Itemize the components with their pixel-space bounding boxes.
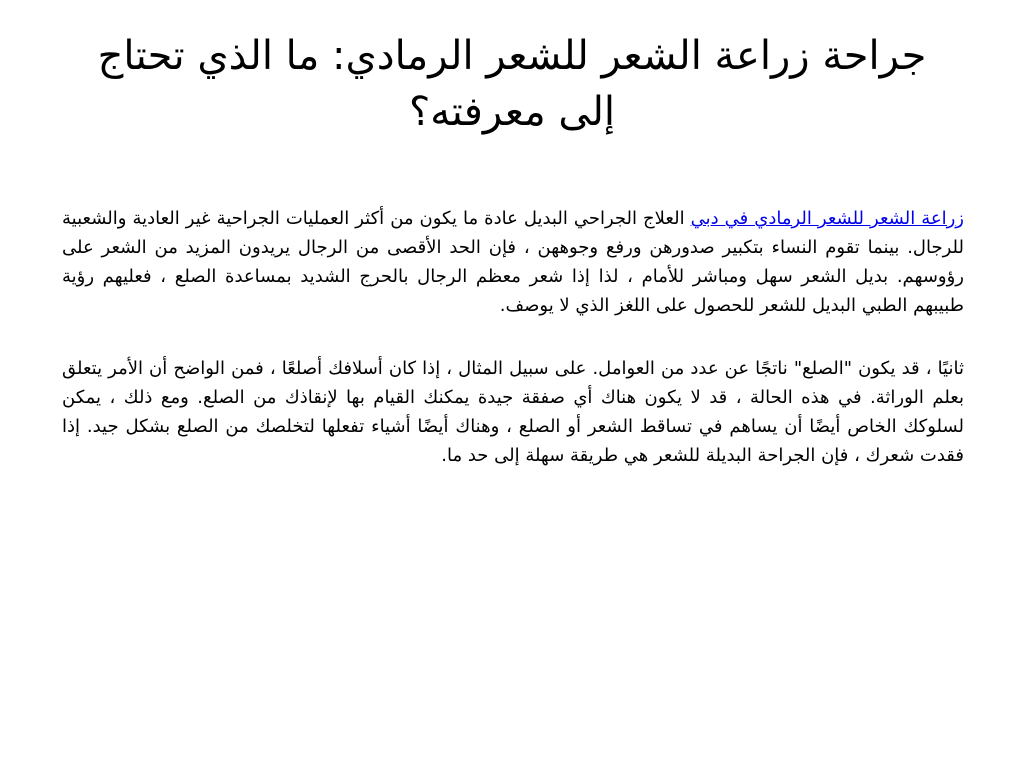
paragraph-2: ثانيًا ، قد يكون "الصلع" ناتجًا عن عدد من العوامل. على سبيل المثال ، إذا كان أسلافك أصلعًا ، فمن الواضح أن الأمر يتعلق بعلم الوراثة. في هذه الحالة ، قد لا يكون هناك أي صفقة جيدة يمكنك القيام بها لإنقاذك من الصلع. ومع ذلك ، يمكن لسلوكك الخاص أيضًا أن يساهم في تساقط الشعر أو الصلع ، وهناك أيضًا أشياء تفعلها لتخلصك من الصلع بشكل جيد. إذا فقدت شعرك ، فإن الجراحة البديلة للشعر هي طريقة سهلة إلى حد ما. [62, 358, 964, 466]
paragraph-1 [62, 204, 964, 320]
hair-transplant-link[interactable]: زراعة الشعر للشعر الرمادي في دبي [690, 208, 964, 229]
paragraph-1-text: العلاج الجراحي البديل عادة ما يكون من أكثر العمليات الجراحية غير العادية والشعبية للرجال. بينما تقوم النساء بتكبير صدورهن ورفع وجوههن ، فإن الحد الأقصى من الرجال يريدون المزيد من الشعر على رؤوسهم. بديل الشعر سهل ومباشر للأمام ، لذا إذا شعر معظم الرجال بالحرج الشديد بمساعدة الصلع ، فعليهم رؤية طبيبهم الطبي البديل للشعر للحصول على اللغز الذي لا يوصف. [62, 208, 964, 316]
slide-content [62, 204, 964, 470]
slide-title: جراحة زراعة الشعر للشعر الرمادي: ما الذي تحتاج إلى معرفته؟ [97, 33, 927, 135]
